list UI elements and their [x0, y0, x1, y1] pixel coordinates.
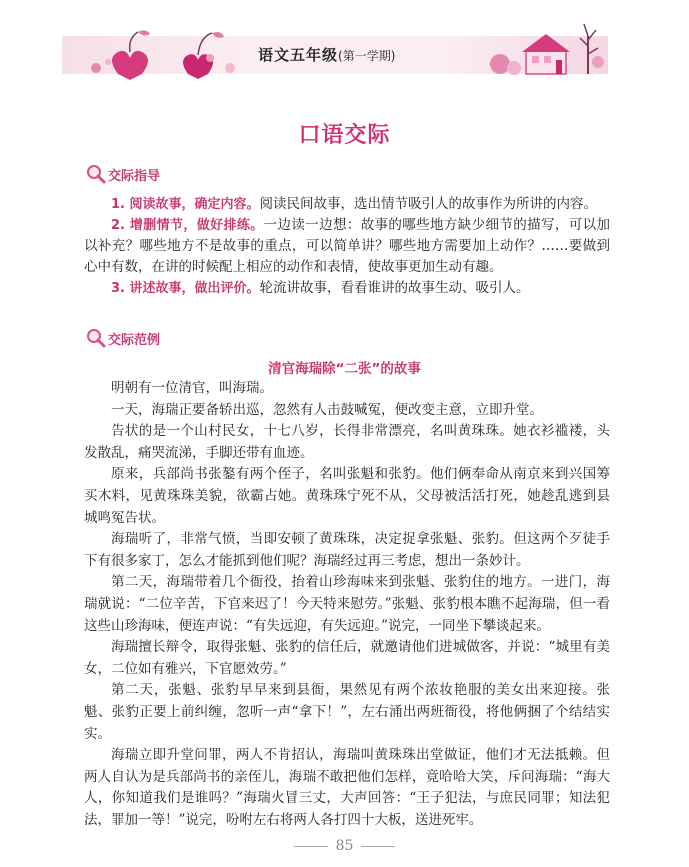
page-title: 口语交际	[298, 122, 391, 148]
footer-dash	[361, 846, 395, 847]
example-heading: 交际范例	[84, 327, 160, 349]
page-header	[0, 0, 689, 92]
story-body	[84, 378, 610, 831]
story-paragraph: 一天，海瑞正要备轿出巡，忽然有人击鼓喊冤，便改变主意，立即升堂。	[111, 401, 543, 418]
guide-item: 2. 增删情节，做好排练。一边读一边想：故事的哪些地方缺少细节的描写，可以加以补充？哪些地方不是故事的重点，可以简单讲？哪些地方需要加上动作？……要做到心中有数，在讲的时候配上相应的动作和表情，使故事更加生动有趣。	[84, 217, 610, 275]
book-title: 语文五年级(第一学期)	[258, 46, 396, 64]
heart-sprout-decoration-icon	[78, 18, 248, 80]
page-footer	[0, 838, 689, 854]
footer-dash	[294, 846, 328, 847]
story-paragraph: 原来，兵部尚书张鏊有两个侄子，名叫张魁和张豹。他们俩奉命从南京来到兴国筹买木料，见黄珠珠美貌，欲霸占她。黄珠珠宁死不从，父母被活活打死，她趁乱逃到县城鸣冤告状。	[84, 466, 610, 526]
guide-item: 3. 讲述故事，做出评价。轮流讲故事，看看谁讲的故事生动、吸引人。	[111, 280, 530, 296]
story-paragraph: 海瑞立即升堂问罪，两人不肯招认，海瑞叫黄珠珠出堂做证，他们才无法抵赖。但两人自认为是兵部尚书的亲侄儿，海瑞不敢把他们怎样，竟哈哈大笑，斥问海瑞：“海大人，你知道我们是谁吗？”海瑞火冒三丈，大声回答：“王子犯法，与庶民同罪；知法犯法，罪加一等！”说完，吩咐左右将两人各打四十大板，送进死牢。	[84, 747, 610, 828]
story-paragraph: 海瑞擅长辩令，取得张魁、张豹的信任后，就邀请他们进城做客，并说：“城里有美女，二位如有雅兴，下官愿效劳。”	[84, 639, 610, 677]
house-tree-decoration-icon	[480, 12, 610, 82]
magnifier-icon	[84, 163, 106, 185]
story-paragraph: 第二天，海瑞带着几个衙役，抬着山珍海味来到张魁、张豹住的地方。一进门，海瑞就说：“二位辛苦，下官来迟了！今天特来慰劳。”张魁、张豹根本瞧不起海瑞，但一看这些山珍海味，便连声说：“有失远迎，有失远迎。”说完，一同坐下攀谈起来。	[84, 574, 610, 634]
guide-heading: 交际指导	[84, 163, 160, 185]
story-paragraph: 第二天，张魁、张豹早早来到县衙，果然见有两个浓妆艳服的美女出来迎接。张魁、张豹正要上前纠缠，忽听一声“拿下！”，左右涌出两班衙役，将他俩捆了个结结实实。	[84, 682, 610, 742]
story-paragraph: 明朝有一位清官，叫海瑞。	[111, 380, 273, 396]
magnifier-icon	[84, 327, 106, 349]
page-number: 85	[335, 838, 354, 854]
story-title: 清官海瑞除“二张”的故事	[268, 361, 421, 377]
guide-item: 1. 阅读故事，确定内容。阅读民间故事，选出情节吸引人的故事作为所讲的内容。	[111, 196, 598, 212]
term-label: (第一学期)	[338, 49, 396, 63]
story-paragraph: 海瑞听了，非常气愤，当即安顿了黄珠珠，决定捉拿张魁、张豹。但这两个歹徒手下有很多家丁，怎么才能抓到他们呢？海瑞经过再三考虑，想出一条妙计。	[84, 531, 610, 569]
story-paragraph: 告状的是一个山村民女，十七八岁，长得非常漂亮，名叫黄珠珠。她衣衫褴褛，头发散乱，痛哭流涕，手脚还带有血迹。	[84, 423, 610, 461]
guide-list	[84, 194, 610, 299]
